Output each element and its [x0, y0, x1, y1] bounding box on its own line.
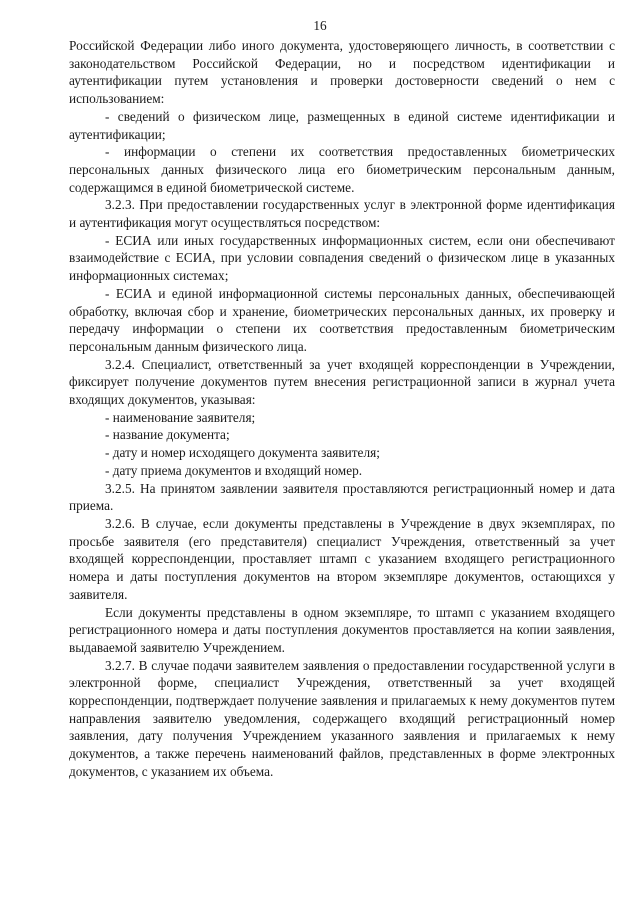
paragraph: Если документы представлены в одном экземпляре, то штамп с указанием входящего регистрационного номера и даты поступления документов проставляется на копии заявления, выдаваемой заявителю Учреждением.: [69, 604, 615, 655]
list-item: - информации о степени их соответствия предоставленных биометрических персональных данных физического лица его биометрическим персональным данным, содержащимся в единой биометрической системе.: [69, 144, 615, 195]
document-body: [69, 37, 615, 781]
list-item: - название документа;: [105, 427, 230, 443]
paragraph-3-2-3: 3.2.3. При предоставлении государственных услуг в электронной форме идентификация и аутентификация могут осуществляться посредством:: [69, 197, 615, 231]
list-item: - дату приема документов и входящий номер.: [105, 462, 363, 478]
paragraph-3-2-6: 3.2.6. В случае, если документы представлены в Учреждение в двух экземплярах, по просьбе заявителя (его представителя) специалист Учреждения, ответственный за учет входящей корреспонденции, проставляет штамп с указанием входящего регистрационного номера и даты поступления документов на втором экземпляре документов, остающихся у заявителя.: [69, 515, 615, 602]
list-item: - наименование заявителя;: [105, 409, 256, 425]
list-item: - дату и номер исходящего документа заявителя;: [105, 445, 380, 461]
paragraph-3-2-7: 3.2.7. В случае подачи заявителем заявления о предоставлении государственной услуги в электронной форме, специалист Учреждения, ответственный за учет входящей корреспонденции, подтверждает получение заявления и прилагаемых к нему документов путем направления заявителю уведомления, содержащего входящий регистрационный номер заявления, дату получения Учреждением указанного заявления и прилагаемых к нему документов, а также перечень наименований файлов, представленных в форме электронных документов, с указанием их объема.: [69, 657, 615, 779]
list-item: - сведений о физическом лице, размещенных в единой системе идентификации и аутентификации;: [69, 108, 615, 142]
paragraph-continuation: Российской Федерации либо иного документа, удостоверяющего личность, в соответствии с законодательством Российской Федерации, но и посредством идентификации и аутентификации путем установления и проверки достоверности сведений о нем с использованием:: [69, 38, 615, 107]
list-item: - ЕСИА или иных государственных информационных систем, если они обеспечивают взаимодействие с ЕСИА, при условии совпадения сведений о физическом лице в указанных информационных системах;: [69, 232, 615, 284]
list-item: - ЕСИА и единой информационной системы персональных данных, обеспечивающей обработку, включая сбор и хранение, биометрических персональных данных, их проверку и передачу информации о степени их соответствия предоставленным биометрическим персональным данным физического лица.: [69, 285, 615, 354]
paragraph-3-2-4: 3.2.4. Специалист, ответственный за учет входящей корреспонденции в Учреждении, фиксирует получение документов путем внесения регистрационной записи в журнал учета входящих документов, указывая:: [69, 356, 615, 408]
paragraph-3-2-5: 3.2.5. На принятом заявлении заявителя проставляются регистрационный номер и дата приема.: [69, 480, 615, 514]
page-number: 16: [313, 18, 327, 33]
